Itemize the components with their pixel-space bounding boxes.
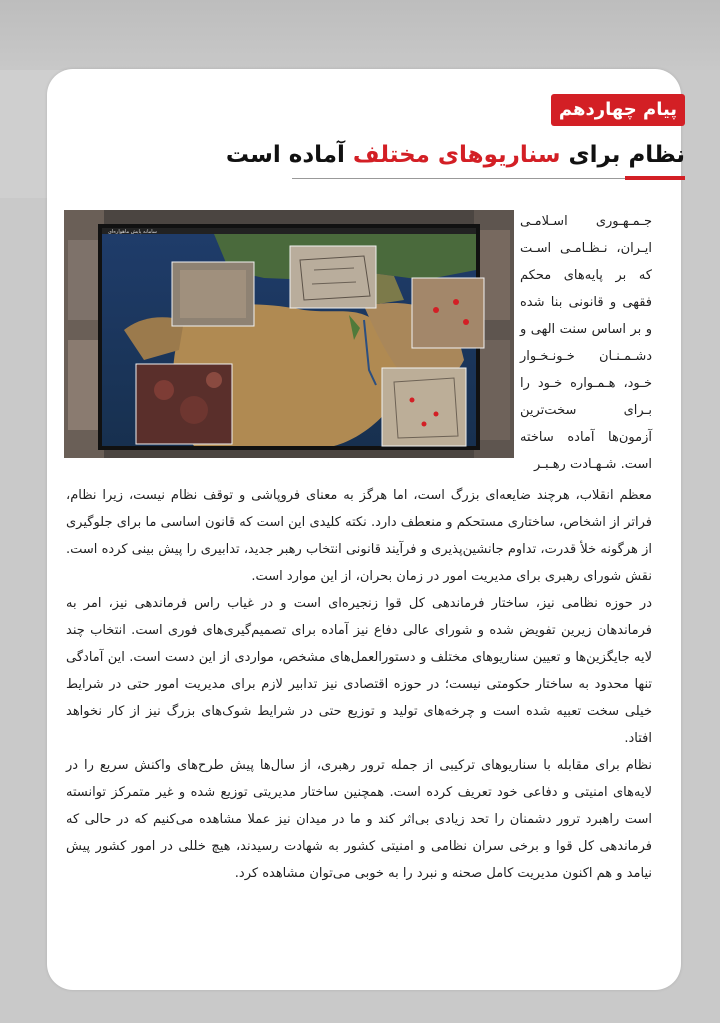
headline-before: نظام برای	[560, 142, 685, 168]
article-body	[66, 482, 652, 887]
map-screen-illustration	[64, 210, 514, 458]
article-paragraph: معظم انقلاب، هرچند ضایعه‌ای بزرگ است، اما هرگز به معنای فروپاشی و توقف نظام نیست، زیرا نظام، فراتر از اشخاص، ساختاری مستحکم و منعطف دارد. نکته کلیدی این است که قانون اساسی ما برای جلوگیری از هرگونه خلأ قدرت، تداوم جانشین‌پذیری و فرآیند قانونی انتخاب رهبر جدید، تدابیری را پیش بینی کرده است. نقش شورای رهبری برای مدیریت امور در زمان بحران، از این موارد است.	[66, 488, 652, 584]
headline	[225, 137, 685, 173]
article-paragraph: در حوزه نظامی نیز، ساختار فرماندهی کل قوا زنجیره‌ای است و در غیاب راس فرماندهی نیز، امر به فرماندهان زیرین تفویض شده و شورای عالی دفاع نیز آماده برای تصمیم‌گیری‌های فوری است. انتخاب چند لایه جایگزین‌ها و تعیین سناریوهای مختلف و دستورالعمل‌های مشخص، مواردی از این دست است. این آمادگی تنها محدود به ساختار حکومتی نیست؛ در حوزه اقتصادی نیز تدابیر لازم برای مدیریت امور حتی در شرایط خیلی سخت تعبیه شده است و چرخه‌های تولید و توزیع حتی در شرایط شوک‌های بزرگ نیز از کار نخواهد افتاد.	[66, 596, 652, 746]
article-paragraph: نظام برای مقابله با سناریوهای ترکیبی از جمله ترور رهبری، از سال‌ها پیش طرح‌های واکنش سریع را در لایه‌های امنیتی و دفاعی خود تعریف کرده است. همچنین ساختار مدیریتی توزیع شده و غیر متمرکز توانسته است راهبرد ترور دشمنان را تحد زیادی بی‌اثر کند و ما در میدان نیز عملا مشاهده می‌کنیم که در حالی که فرماندهی کل قوا و برخی سران نظامی و امنیتی کشور به شهادت رسیدند، هیچ خللی در امور کشور پیش نیامد و هم اکنون مدیریت کامل صحنه و نبرد را به خوبی می‌توان مشاهده کرد.	[66, 758, 652, 881]
headline-after: آماده است	[225, 142, 353, 168]
headline-highlight: سناریوهای مختلف	[352, 142, 561, 168]
article-photo	[64, 210, 514, 458]
headline-rule-accent	[625, 176, 685, 180]
article-intro: جـمـهـوری اسـلامـی ایـران، نـظـامـی اسـت که بر پایه‌های محکم فقهی و قانونی بنا شده و بر اساس سنت الهی و دشـمـنـان خـونـخـوار خـود، هـمـواره خـود را بـرای سخت‌ترین آزمون‌ها آماده ساخته است. شـهـادت رهـبـر	[520, 214, 652, 472]
screen-caption: سامانه پایش ماهواره‌ای	[108, 229, 157, 235]
top-strip	[0, 0, 720, 70]
message-tag: پیام چهاردهم	[551, 94, 685, 126]
